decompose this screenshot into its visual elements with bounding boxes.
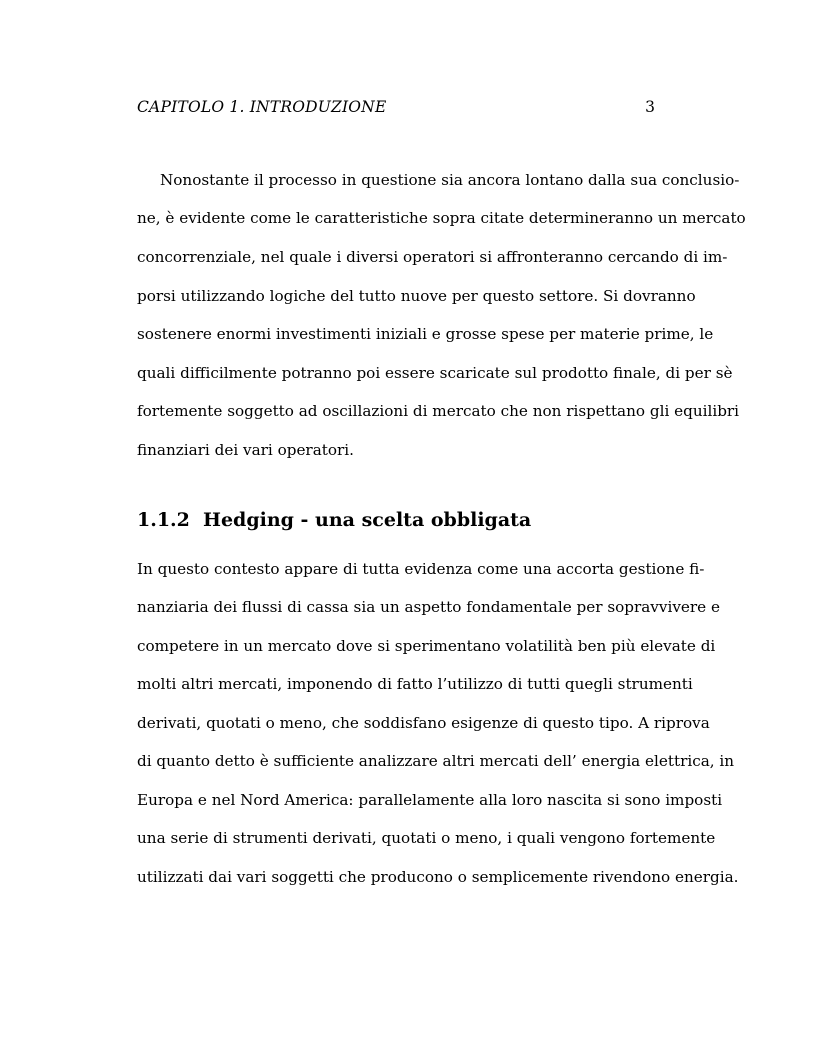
paragraph-2-line-6: di quanto detto è sufficiente analizzare altri mercati dell’ energia elettrica, in [137, 752, 735, 770]
paragraph-1-line-8: finanziari dei vari operatori. [137, 441, 354, 459]
paragraph-2-line-9: utilizzati dai vari soggetti che producono o semplicemente rivendono energia. [137, 868, 739, 886]
page-number: 3 [645, 98, 655, 116]
paragraph-2-line-4: molti altri mercati, imponendo di fatto l’utilizzo di tutti quegli strumenti [137, 675, 693, 693]
section-heading [137, 505, 655, 535]
section-title: Hedging - una scelta obbligata [203, 509, 532, 531]
paragraph-2-line-1: In questo contesto appare di tutta evidenza come una accorta gestione fi- [137, 560, 705, 578]
paragraph-2-line-2: nanziaria dei flussi di cassa sia un aspetto fondamentale per sopravvivere e [137, 598, 720, 616]
paragraph-1-line-1: Nonostante il processo in questione sia ancora lontano dalla sua conclusio- [160, 171, 740, 189]
paragraph-1-line-4: porsi utilizzando logiche del tutto nuove per questo settore. Si dovranno [137, 287, 696, 305]
paragraph-1-line-6: quali difficilmente potranno poi essere scaricate sul prodotto finale, di per sè [137, 364, 733, 382]
section-number: 1.1.2 [137, 509, 190, 531]
paragraph-1-line-2: ne, è evidente come le caratteristiche sopra citate determineranno un mercato [137, 209, 746, 227]
paragraph-1-line-5: sostenere enormi investimenti iniziali e grosse spese per materie prime, le [137, 325, 714, 343]
paragraph-2-line-8: una serie di strumenti derivati, quotati o meno, i quali vengono fortemente [137, 829, 716, 847]
running-header [137, 96, 655, 118]
paragraph-1-line-3: concorrenziale, nel quale i diversi operatori si affronteranno cercando di im- [137, 248, 728, 266]
paragraph-2-line-3: competere in un mercato dove si sperimentano volatilità ben più elevate di [137, 637, 716, 655]
paragraph-2-line-5: derivati, quotati o meno, che soddisfano esigenze di questo tipo. A riprova [137, 714, 710, 732]
chapter-title: CAPITOLO 1. INTRODUZIONE [137, 98, 387, 116]
paragraph-2-line-7: Europa e nel Nord America: parallelamente alla loro nascita si sono imposti [137, 791, 723, 809]
paragraph-1-line-7: fortemente soggetto ad oscillazioni di mercato che non rispettano gli equilibri [137, 402, 740, 420]
